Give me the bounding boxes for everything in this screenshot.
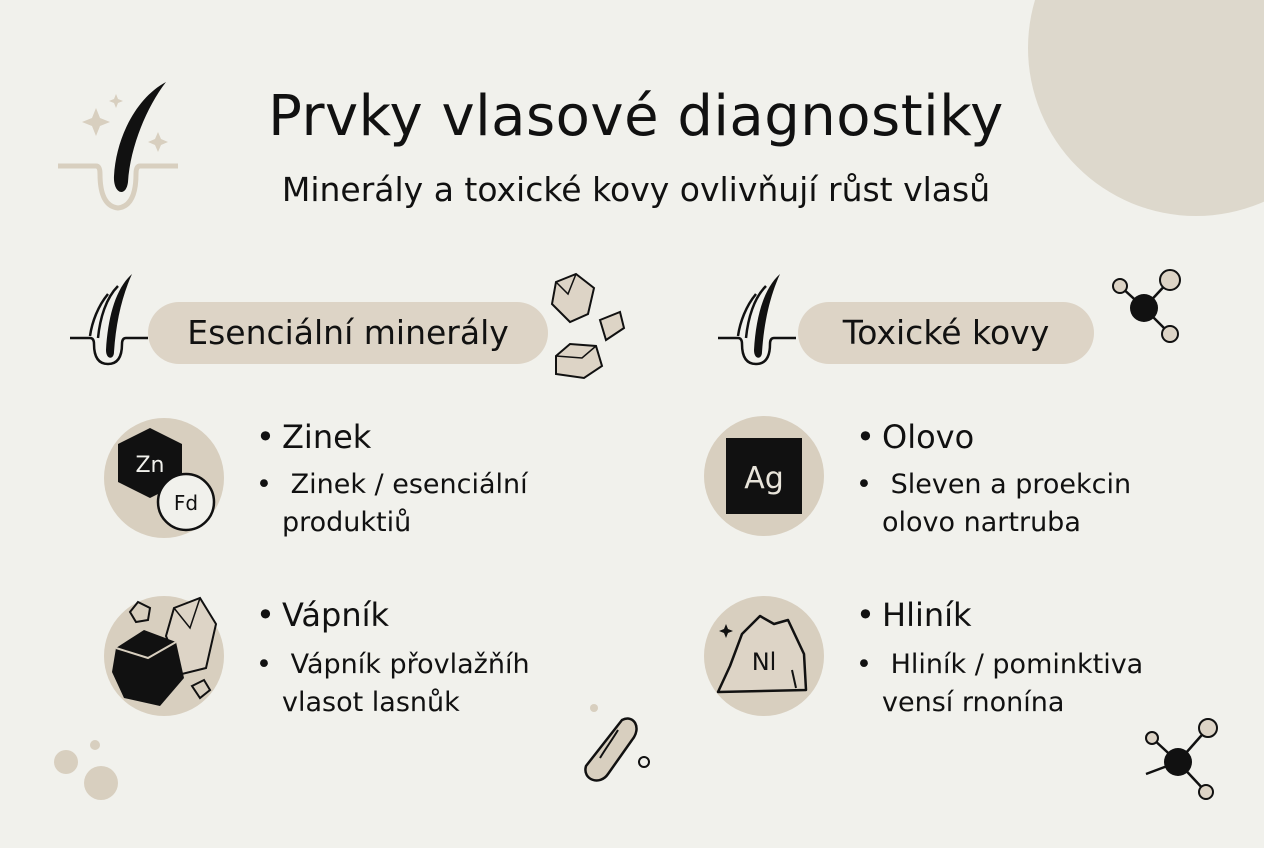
capsule-icon: [578, 700, 658, 790]
hair-strands-icon-right: [716, 272, 798, 368]
zinc-hexagon-icon: [110, 420, 222, 534]
lead-symbol: Ag: [744, 461, 784, 496]
molecule-icon-bottom: [1138, 716, 1222, 802]
item-title-hlinik: • Hliník: [856, 596, 972, 634]
item-title-zinek: • Zinek: [256, 418, 371, 456]
aluminium-symbol: Nl: [751, 648, 777, 676]
item-desc-olovo-line1: Sleven a proekcin: [890, 469, 1132, 500]
item-desc-vapnik: [256, 646, 586, 722]
molecule-icon: [1108, 264, 1186, 348]
page-subtitle: Minerály a toxické kovy ovlivňují růst vlasů: [281, 170, 991, 209]
item-desc-vapnik-line1: Vápník přovlažňíh: [290, 649, 530, 680]
item-title-vapnik: • Vápník: [256, 596, 389, 634]
decor-dot: [84, 766, 118, 800]
element-square-icon: [726, 438, 804, 516]
hair-strands-icon: [68, 272, 150, 368]
section-heading-minerals: Esenciální minerály: [148, 302, 548, 364]
crystal-icon: [104, 594, 228, 718]
rock-icon: [708, 600, 820, 712]
decor-dot: [90, 740, 100, 750]
decor-dot: [54, 750, 78, 774]
item-desc-hlinik-line1: Hliník / pominktiva: [890, 649, 1144, 680]
item-title-olovo: • Olovo: [856, 418, 974, 456]
item-desc-vapnik-line2: vlasot lasnůk: [282, 687, 460, 718]
page-title: Prvky vlasové diagnostiky: [268, 84, 1004, 149]
item-desc-zinek-line1: Zinek / esenciální: [290, 469, 528, 500]
section-heading-toxic: Toxické kovy: [798, 302, 1094, 364]
zinc-symbol-secondary: Fd: [173, 491, 199, 515]
minerals-icon: [546, 270, 628, 384]
item-desc-olovo-line2: olovo nartruba: [882, 507, 1081, 538]
item-desc-hlinik-line2: vensí rnonína: [882, 687, 1065, 718]
item-desc-hlinik: [856, 646, 1186, 722]
item-desc-olovo: [856, 466, 1186, 542]
item-desc-zinek: [256, 466, 586, 542]
zinc-symbol: Zn: [135, 453, 165, 478]
item-desc-zinek-line2: produktiů: [282, 507, 412, 538]
